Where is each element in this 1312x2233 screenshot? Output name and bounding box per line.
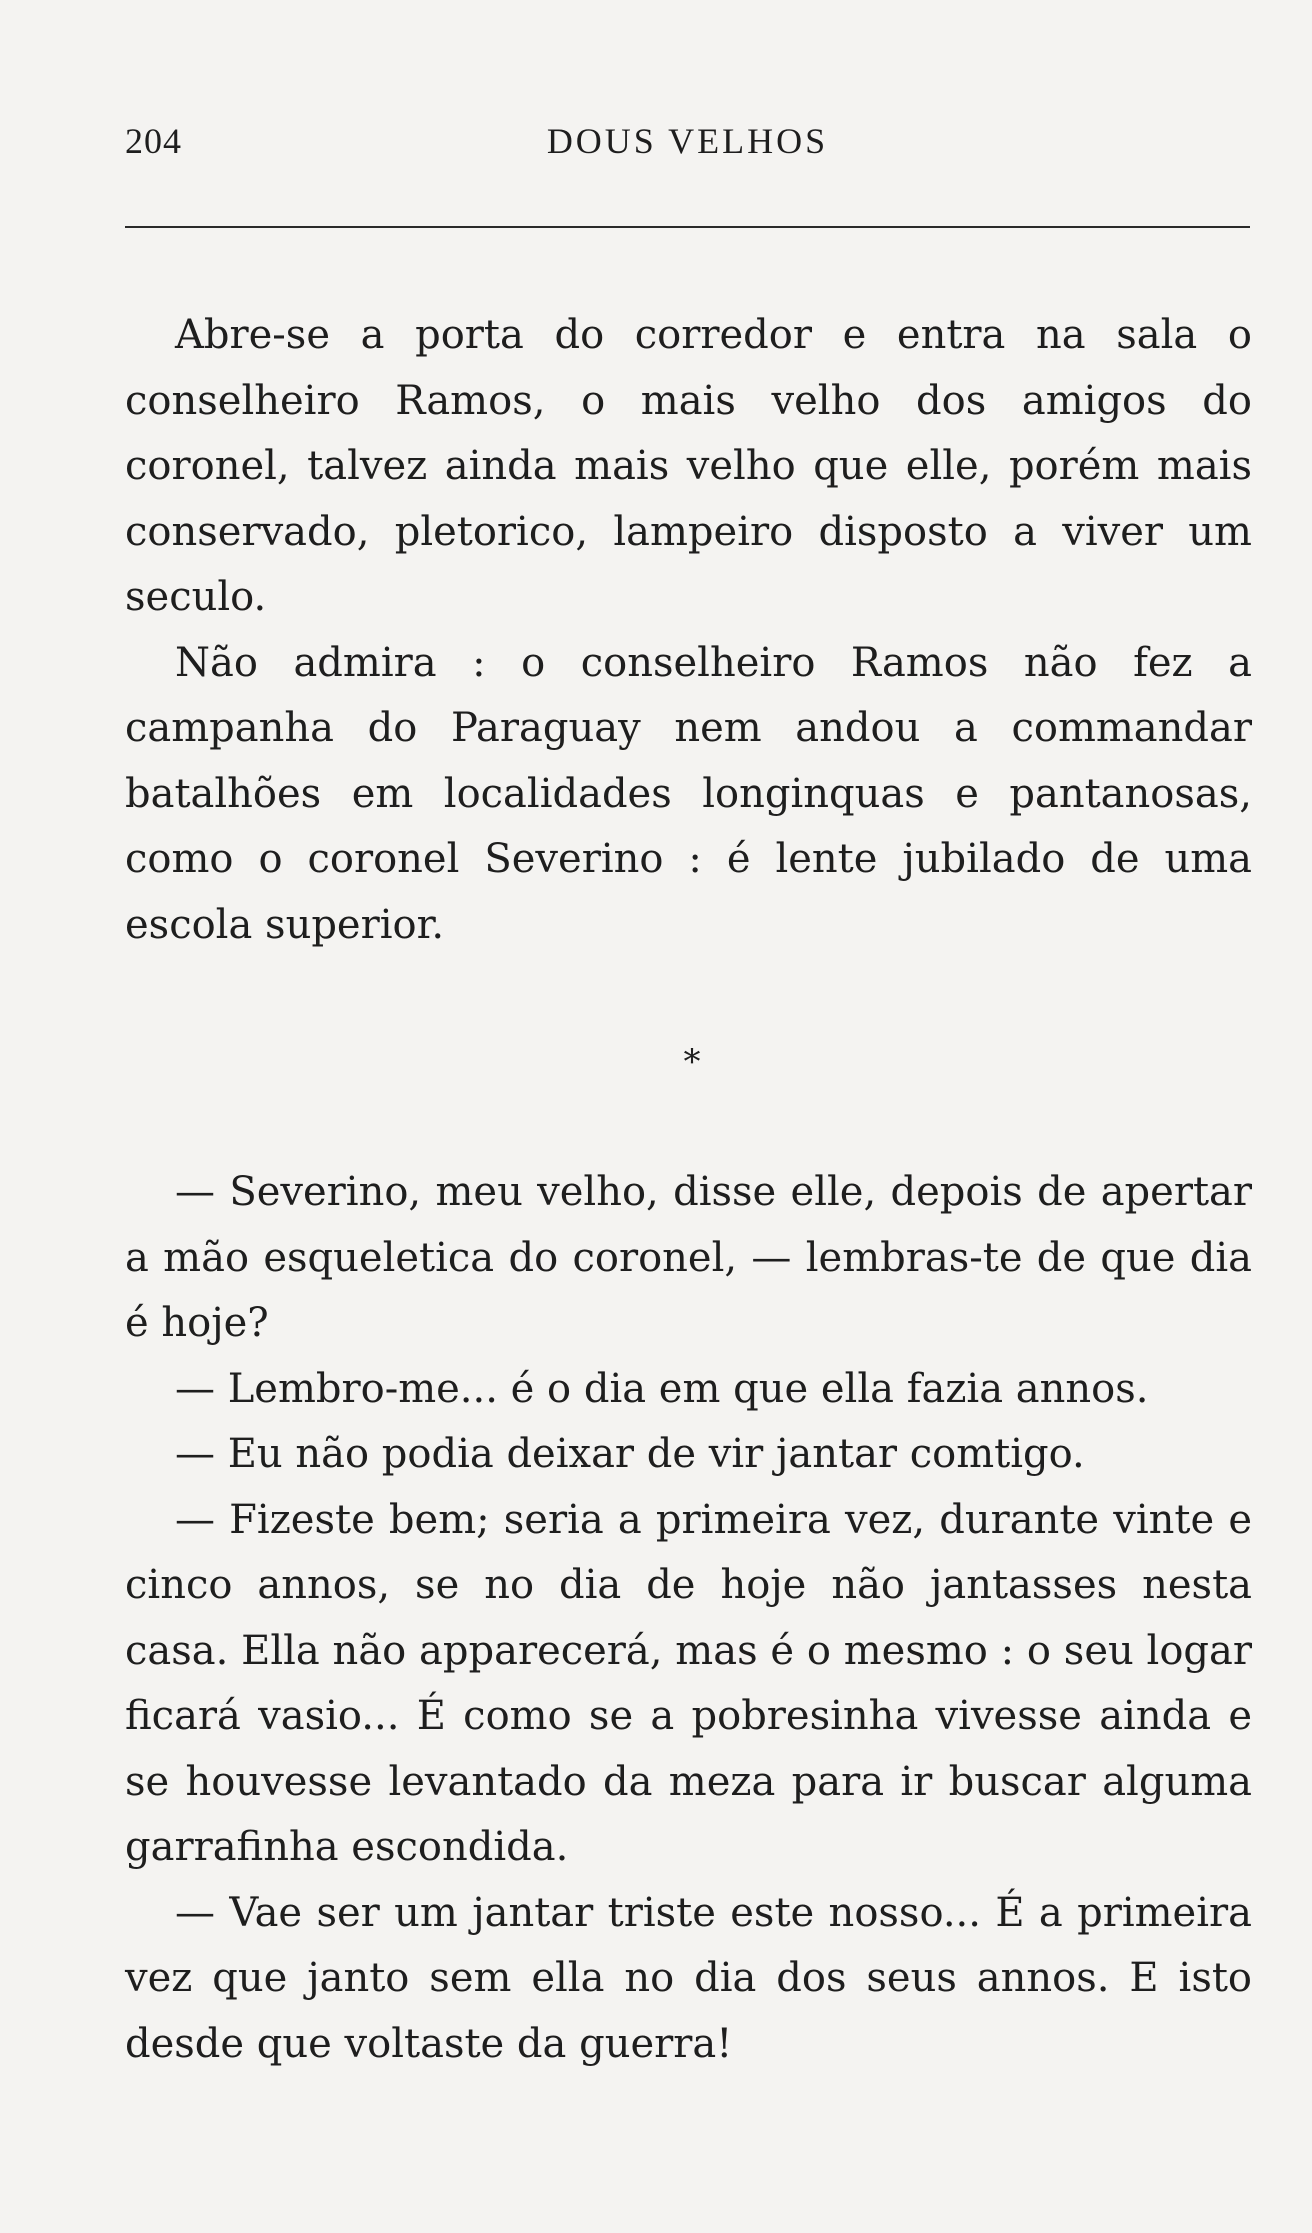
text-section-second: [125, 1160, 1252, 2077]
dialogue-paragraph: — Fizeste bem; seria a primeira vez, durante vinte e cinco annos, se no dia de hoje não jantasses nesta casa. Ella não apparecerá, mas é o mesmo : o seu logar ficará vasio... É como se a pobresinha vivesse ainda e se houvesse levantado da meza para ir buscar alguma garrafinha escondida.: [125, 1496, 1252, 1870]
dialogue-paragraph: — Eu não podia deixar de vir jantar comtigo.: [175, 1431, 1085, 1477]
header-rule: [125, 226, 1250, 228]
page-number: 204: [125, 121, 182, 161]
running-title: DOUS VELHOS: [546, 121, 829, 161]
section-separator-asterisk: *: [683, 1042, 701, 1082]
dialogue-paragraph: — Severino, meu velho, disse elle, depois de apertar a mão esqueletica do coronel, — lembras-te de que dia é hoje?: [125, 1169, 1252, 1346]
text-section-first: [125, 303, 1252, 958]
dialogue-paragraph: — Vae ser um jantar triste este nosso... É a primeira vez que janto sem ella no dia dos seus annos. E isto desde que voltaste da guerra!: [125, 1889, 1252, 2067]
page-header: [125, 120, 1250, 180]
paragraph: Não admira : o conselheiro Ramos não fez a campanha do Paraguay nem andou a commandar batalhões em localidades longinquas e pantanosas, como o coronel Severino : é lente jubilado de uma escola superior.: [125, 639, 1252, 948]
paragraph: Abre-se a porta do corredor e entra na sala o conselheiro Ramos, o mais velho dos amigos do coronel, talvez ainda mais velho que elle, porém mais conservado, pletorico, lampeiro disposto a viver um seculo.: [125, 312, 1252, 620]
dialogue-paragraph: — Lembro-me... é o dia em que ella fazia annos.: [175, 1365, 1149, 1412]
